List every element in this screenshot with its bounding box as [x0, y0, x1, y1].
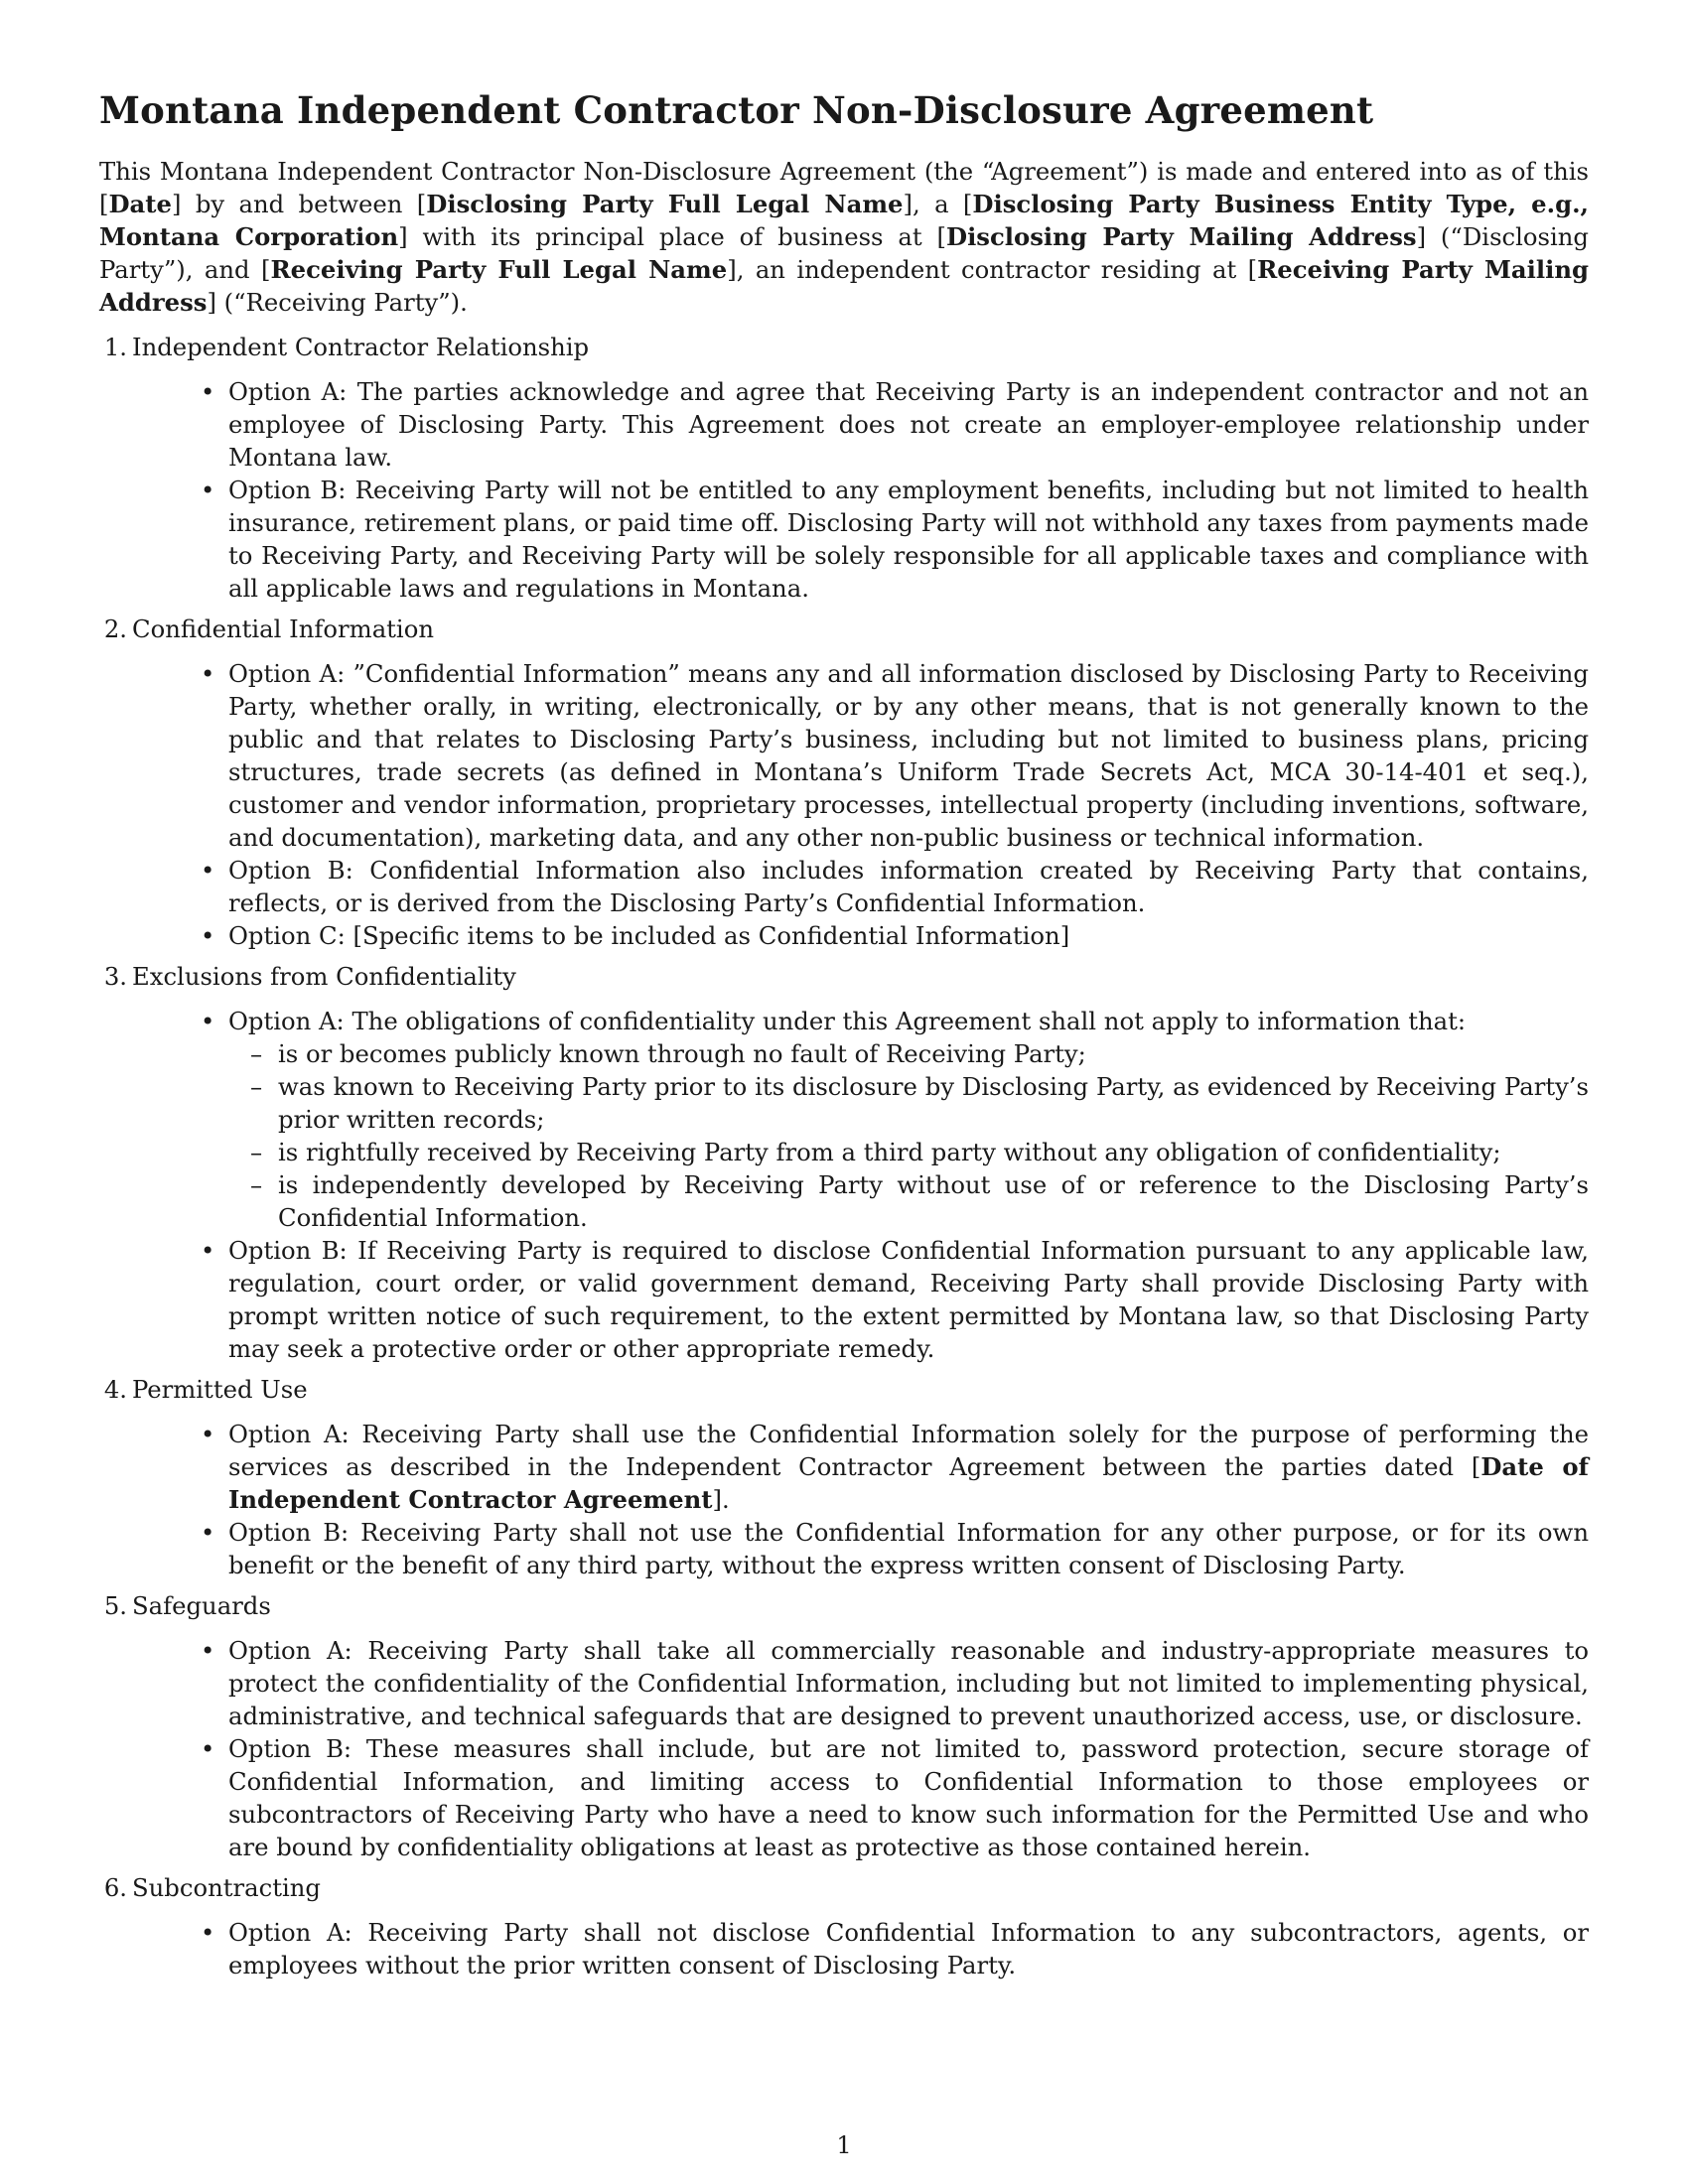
sections-list [99, 331, 1589, 1981]
sub-option-item: – is rightfully received by Receiving Party from a third party without any obligation of confidentiality; [278, 1136, 1589, 1168]
text-run: ], a [ [903, 190, 973, 218]
section-title: Confidential Information [132, 614, 434, 643]
option-item [228, 474, 1589, 605]
sub-options-list [228, 1037, 1589, 1234]
options-list [99, 1916, 1589, 1981]
section-heading [99, 1871, 1589, 1904]
options-list [99, 657, 1589, 952]
option-text: Option A: The parties acknowledge and agree that Receiving Party is an independent contractor and not an employee of Disclosing Party. This Agreement does not create an employer-employee relationship under Montana law. [228, 377, 1589, 472]
section-number: 2. [103, 614, 127, 643]
option-text: Option A: ”Confidential Information” means any and all information disclosed by Disclosing Party to Receiving Party, whether orally, in writing, electronically, or by any other means, that is not generally known to the public and that relates to Disclosing Party’s business, including but not limited to business plans, pricing structures, trade secrets (as defined in Montana’s Uniform Trade Secrets Act, MCA 30-14-401 et seq.), customer and vendor information, proprietary processes, intellectual property (including inventions, software, and documentation), marketing data, and any other non-public business or technical information. [228, 659, 1589, 852]
section-title: Safeguards [132, 1591, 271, 1620]
text-run: ] (“Receiving Party”). [207, 288, 468, 317]
section-item [99, 1373, 1589, 1581]
option-item [228, 375, 1589, 474]
options-list [99, 1634, 1589, 1863]
option-item [228, 1516, 1589, 1581]
document-title: Montana Independent Contractor Non-Disclosure Agreement [99, 88, 1374, 132]
placeholder-field: Disclosing Party Mailing Address [946, 222, 1417, 251]
text-run: ] with its principal place of business at [ [398, 222, 946, 251]
option-item [228, 1732, 1589, 1863]
text-run: This Montana Independent Contractor Non-Disclosure Agreement (the “Agreement”) is made and entered into as of this [ [99, 157, 1589, 218]
option-item [228, 657, 1589, 854]
text-run: ] (“Disclosing Party”), and [ [99, 222, 1589, 284]
option-item [228, 1418, 1589, 1516]
section-heading [99, 331, 1589, 363]
text-run: Option A: Receiving Party shall use the Confidential Information solely for the purpose of performing the services as described in the Independent Contractor Agreement between the parties dated [ [228, 1420, 1589, 1481]
option-text: Option B: Receiving Party shall not use the Confidential Information for any other purpose, or for its own benefit or the benefit of any third party, without the express written consent of Disclosing Party. [228, 1518, 1589, 1579]
section-item [99, 331, 1589, 605]
section-title: Independent Contractor Relationship [132, 333, 590, 361]
section-heading [99, 613, 1589, 645]
section-heading [99, 960, 1589, 993]
placeholder-field: Receiving Party Mailing Address [99, 255, 1589, 317]
section-heading [99, 1589, 1589, 1622]
section-item [99, 613, 1589, 952]
option-item [228, 919, 1589, 952]
option-text: Option A: Receiving Party shall not disclose Confidential Information to any subcontractors, agents, or employees without the prior written consent of Disclosing Party. [228, 1918, 1589, 1979]
section-number: 1. [103, 333, 127, 361]
option-text: Option B: These measures shall include, but are not limited to, password protection, secure storage of Confidential Information, and limiting access to Confidential Information to those employees or subcontractors of Receiving Party who have a need to know such information for the Permitted Use and who are bound by confidentiality obligations at least as protective as those contained herein. [228, 1734, 1589, 1861]
options-list [99, 1418, 1589, 1581]
section-number: 6. [103, 1873, 127, 1902]
options-list [99, 375, 1589, 605]
sub-option-item: – is or becomes publicly known through no fault of Receiving Party; [278, 1037, 1589, 1070]
document-page [99, 87, 1589, 1989]
option-item [228, 1916, 1589, 1981]
section-item [99, 1871, 1589, 1981]
section-number: 5. [103, 1591, 127, 1620]
section-title: Exclusions from Confidentiality [132, 962, 516, 991]
page-number: 1 [836, 2131, 852, 2159]
option-text: Option A: Receiving Party shall take all commercially reasonable and industry-appropriate measures to protect the confidentiality of the Confidential Information, including but not limited to implementing physical, administrative, and technical safeguards that are designed to prevent unauthorized access, use, or disclosure. [228, 1636, 1589, 1730]
text-run: ] by and between [ [171, 190, 427, 218]
text-run: ]. [712, 1485, 730, 1514]
option-item [228, 1634, 1589, 1732]
section-number: 3. [103, 962, 127, 991]
intro-paragraph [99, 155, 1589, 319]
placeholder-field: Date [108, 190, 172, 218]
section-item [99, 960, 1589, 1365]
placeholder-field: Date of Independent Contractor Agreement [228, 1452, 1589, 1514]
option-text: Option C: [Specific items to be included as Confidential Information] [228, 921, 1070, 950]
option-item [228, 1234, 1589, 1365]
placeholder-field: Receiving Party Full Legal Name [270, 255, 728, 284]
option-item [228, 854, 1589, 919]
option-text: Option B: If Receiving Party is required to disclose Confidential Information pursuant to any applicable law, regulation, court order, or valid government demand, Receiving Party shall provide Disclosing Party with prompt written notice of such requirement, to the extent permitted by Montana law, so that Disclosing Party may seek a protective order or other appropriate remedy. [228, 1236, 1589, 1363]
section-title: Permitted Use [132, 1375, 308, 1404]
sub-option-item: – is independently developed by Receiving Party without use of or reference to the Disclosing Party’s Confidential Information. [278, 1168, 1589, 1234]
section-item [99, 1589, 1589, 1863]
section-title: Subcontracting [132, 1873, 321, 1902]
option-text: Option B: Confidential Information also includes information created by Receiving Party that contains, reflects, or is derived from the Disclosing Party’s Confidential Information. [228, 856, 1589, 917]
options-list [99, 1005, 1589, 1365]
placeholder-field: Disclosing Party Full Legal Name [426, 190, 904, 218]
option-text: Option B: Receiving Party will not be entitled to any employment benefits, including but not limited to health insurance, retirement plans, or paid time off. Disclosing Party will not withhold any taxes from payments made to Receiving Party, and Receiving Party will be solely responsible for all applicable taxes and compliance with all applicable laws and regulations in Montana. [228, 476, 1589, 603]
option-text: Option A: The obligations of confidentiality under this Agreement shall not apply to information that: [228, 1007, 1467, 1035]
option-item [228, 1005, 1589, 1234]
section-heading [99, 1373, 1589, 1406]
section-number: 4. [103, 1375, 127, 1404]
placeholder-field: Disclosing Party Business Entity Type, e.g., Montana Corporation [99, 190, 1589, 251]
sub-option-item: – was known to Receiving Party prior to its disclosure by Disclosing Party, as evidenced by Receiving Party’s prior written records; [278, 1070, 1589, 1136]
text-run: ], an independent contractor residing at [ [727, 255, 1258, 284]
